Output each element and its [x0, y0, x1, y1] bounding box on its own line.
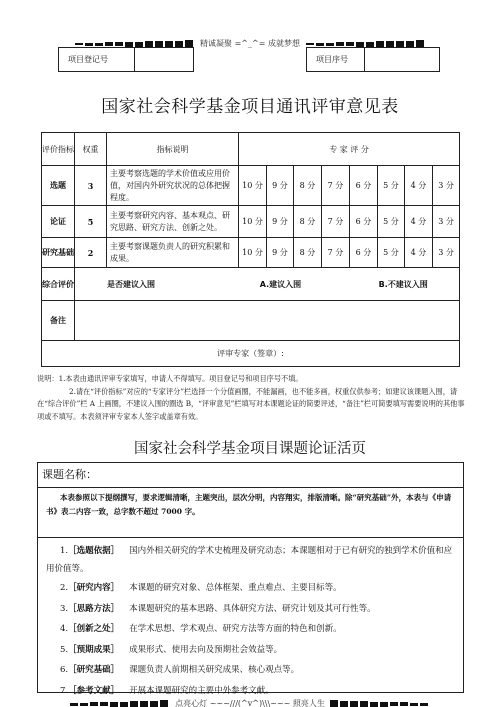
- overall-cell: [75, 268, 460, 301]
- row-overall: [42, 268, 460, 301]
- score-option[interactable]: 4 分: [405, 206, 433, 238]
- score-option[interactable]: 6 分: [350, 206, 378, 238]
- row-weight: 2: [75, 238, 107, 268]
- row-label: 论证: [42, 206, 75, 238]
- score-option[interactable]: 3 分: [433, 166, 460, 206]
- score-option[interactable]: 3 分: [433, 238, 460, 268]
- outline-item: 3.［思路方法］ 本课题研究的基本思路、具体研究方法、研究计划及其可行性等。: [60, 603, 376, 614]
- argument-sheet: [37, 462, 464, 696]
- outline-list: [38, 538, 463, 701]
- row-topic: [42, 166, 460, 206]
- footer-banner: [0, 698, 500, 707]
- score-option[interactable]: 3 分: [433, 206, 460, 238]
- row-argument: [42, 206, 460, 238]
- note-2: 2.请在“评价指标”对应的“专家评分”栏选择一个分值画圈，不能漏画，也不能多画，权重仅供参考；如建议该课题入围，请在“综合评价”栏 A 上画圈，不建议入围的圈选 B，“评审意见”栏填写对本课题论证的简要评述，“备注”栏可简要填写需要说明的其他事项或不填写。本表须评审专家本人签字或盖章有效。: [37, 386, 465, 421]
- row-label: 选题: [42, 166, 75, 206]
- header-banner-text: 精诚凝聚 =^_^= 成就梦想: [200, 39, 300, 48]
- project-seq-no-label: 项目序号: [307, 48, 365, 71]
- banner-bar-right: [330, 699, 430, 707]
- score-option[interactable]: 8 分: [294, 166, 322, 206]
- row-desc: 主要考察研究内容、基本观点、研究思路、研究方法、创新之处。: [107, 206, 239, 238]
- remarks-label: 备注: [42, 301, 75, 341]
- banner-bar-left: [70, 699, 170, 707]
- score-option[interactable]: 10 分: [239, 206, 267, 238]
- score-option[interactable]: 4 分: [405, 238, 433, 268]
- row-desc: 主要考察选题的学术价值或应用价值，对国内外研究状况的总体把握程度。: [107, 166, 239, 206]
- outline-item: 1.［选题依据］ 国内外相关研究的学术史梳理及研究动态；本课题相对于已有研究的独到学术价值和应用价值等。: [46, 546, 453, 574]
- outline-item: 5.［预期成果］ 成果形式、使用去向及预期社会效益等。: [60, 644, 283, 655]
- score-option[interactable]: 5 分: [378, 206, 405, 238]
- score-option[interactable]: 4 分: [405, 166, 433, 206]
- argument-sheet-title: 国家社会科学基金项目课题论证活页: [134, 441, 366, 457]
- remarks-field[interactable]: [75, 301, 460, 341]
- score-option[interactable]: 6 分: [350, 238, 378, 268]
- score-option[interactable]: 6 分: [350, 166, 378, 206]
- review-table: [41, 132, 460, 367]
- row-label: 研究基础: [42, 238, 75, 268]
- score-option[interactable]: 7 分: [322, 238, 350, 268]
- option-b-not-recommend[interactable]: B.不建议入围: [378, 279, 428, 289]
- score-option[interactable]: 5 分: [378, 166, 405, 206]
- row-weight: 5: [75, 206, 107, 238]
- outline-item: 6.［研究基础］ 课题负责人前期相关研究成果、核心观点等。: [60, 665, 300, 675]
- score-option[interactable]: 7 分: [322, 206, 350, 238]
- row-weight: 3: [75, 166, 107, 206]
- signature-label[interactable]: 评审专家（签章）:: [42, 341, 460, 367]
- footer-banner-text: 点亮心灯 ~~~///(^v^)\\\~~~ 照亮人生: [175, 699, 325, 707]
- score-option[interactable]: 7 分: [322, 166, 350, 206]
- row-signature: [42, 341, 460, 367]
- option-a-recommend[interactable]: A.建议入围: [259, 279, 302, 289]
- score-option[interactable]: 8 分: [294, 238, 322, 268]
- notes: [37, 373, 465, 423]
- recommend-question: 是否建议入围: [107, 279, 155, 289]
- score-option[interactable]: 5 分: [378, 238, 405, 268]
- project-seq-no-box[interactable]: [306, 47, 440, 72]
- score-option[interactable]: 9 分: [267, 206, 294, 238]
- instructions: 本表参照以下提纲撰写，要求逻辑清晰，主题突出，层次分明，内容翔实，排版清晰。除“研究基础”外，本表与《申请书》表二内容一致，总字数不超过 7000 字。: [38, 488, 463, 538]
- outline-item: 2.［研究内容］ 本课题的研究对象、总体框架、重点难点、主要目标等。: [60, 583, 342, 593]
- col-score: 专 家 评 分: [239, 133, 460, 166]
- score-option[interactable]: 9 分: [267, 238, 294, 268]
- row-research-basis: [42, 238, 460, 268]
- score-option[interactable]: 10 分: [239, 238, 267, 268]
- col-weight: 权重: [75, 133, 107, 166]
- row-desc: 主要考察课题负责人的研究积累和成果。: [107, 238, 239, 268]
- topic-name-label[interactable]: 课题名称：: [38, 463, 463, 488]
- header-row: [42, 133, 460, 166]
- col-desc: 指标说明: [107, 133, 239, 166]
- score-option[interactable]: 8 分: [294, 206, 322, 238]
- registration-row: [58, 47, 440, 72]
- score-option[interactable]: 9 分: [267, 166, 294, 206]
- project-reg-no-box[interactable]: [58, 47, 194, 72]
- outline-item: 7.［参考文献］ 开展本课题研究的主要中外参考文献。: [60, 685, 274, 696]
- overall-label: 综合评价: [42, 268, 75, 301]
- row-remarks: [42, 301, 460, 341]
- project-reg-no-label: 项目登记号: [59, 48, 135, 71]
- col-indicator: 评价指标: [42, 133, 75, 166]
- note-1: 说明：1.本表由通讯评审专家填写，申请人不得填写。项目登记号和项目序号不填。: [37, 374, 303, 383]
- score-option[interactable]: 10 分: [239, 166, 267, 206]
- outline-item: 4.［创新之处］ 在学术思想、学术观点、研究方法等方面的特色和创新。: [60, 624, 342, 634]
- review-form-title: 国家社会科学基金项目通讯评审意见表: [101, 97, 399, 117]
